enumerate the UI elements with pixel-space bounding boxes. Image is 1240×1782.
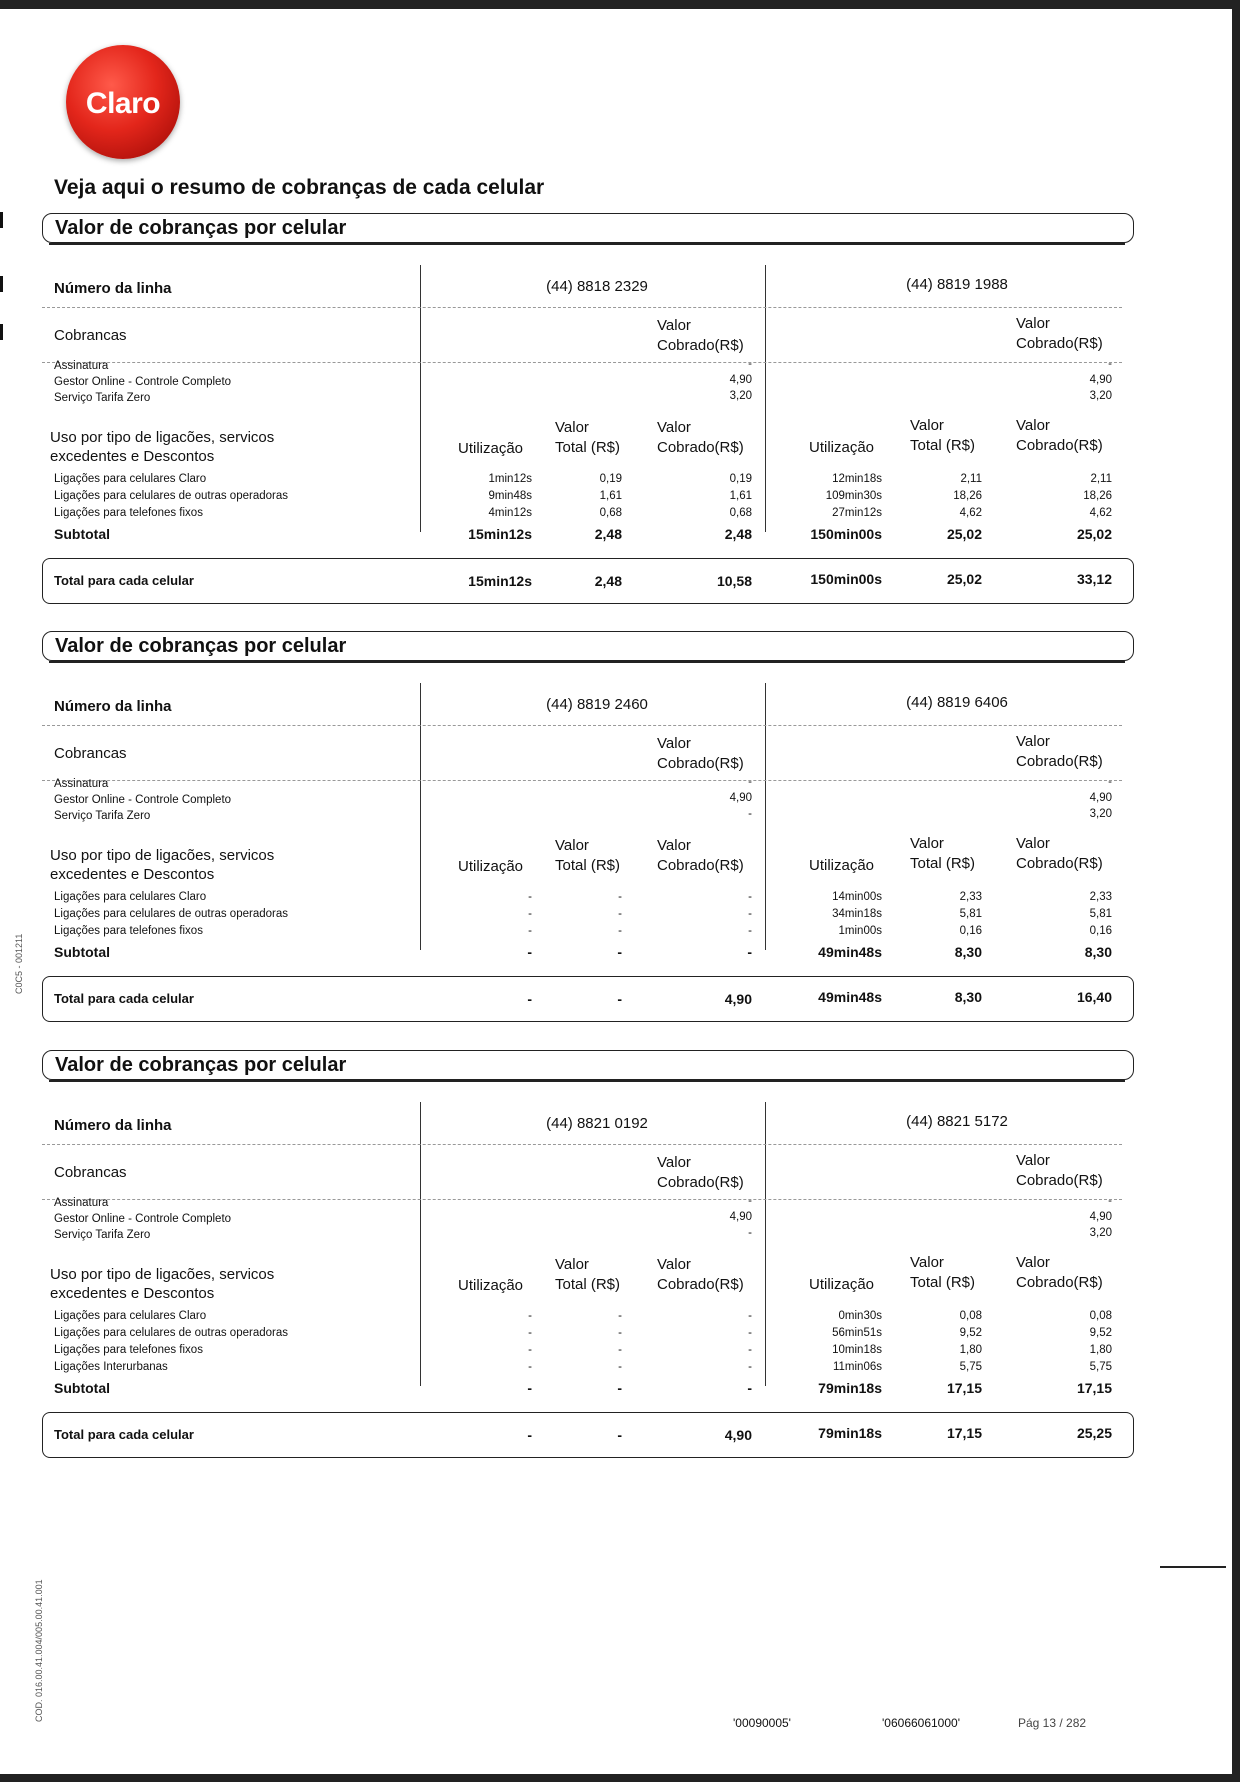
margin-tick xyxy=(0,324,3,340)
charge-value-left: - xyxy=(748,1195,752,1207)
usage-util-right: 12min18s xyxy=(832,473,882,485)
total-total-right: 25,02 xyxy=(946,571,982,587)
valor-header: Valor xyxy=(1016,1254,1050,1271)
usage-label: Ligações para telefones fixos xyxy=(54,507,203,519)
subtotal-total-left: - xyxy=(617,944,622,960)
total-total-right: 17,15 xyxy=(946,1425,982,1441)
cobrado-header: Cobrado(R$) xyxy=(1016,855,1103,872)
total-header: Total (R$) xyxy=(555,1276,621,1293)
charge-label: Gestor Online - Controle Completo xyxy=(54,1213,232,1225)
total-total-right: 8,30 xyxy=(954,989,982,1005)
valor-header: Valor xyxy=(657,735,691,752)
section-title: Valor de cobranças por celular xyxy=(55,1054,350,1077)
logo-text: Claro xyxy=(85,87,161,120)
cobrado-header: Cobrado(R$) xyxy=(1016,1274,1103,1291)
total-header: Total (R$) xyxy=(910,437,976,454)
usage-util-right: 109min30s xyxy=(825,490,882,502)
total-util-left: 15min12s xyxy=(468,573,532,589)
page-title: Veja aqui o resumo de cobranças de cada celular xyxy=(54,176,545,199)
total-util-right: 79min18s xyxy=(818,1425,882,1441)
usage-util-left: - xyxy=(528,1344,532,1356)
charge-label: Assinatura xyxy=(54,778,109,790)
charges-section xyxy=(42,213,1134,613)
valor-header: Valor xyxy=(1016,315,1050,332)
utilizacao-header: Utilização xyxy=(458,858,524,875)
usage-cob-left: - xyxy=(748,925,752,937)
row-divider xyxy=(42,1144,1122,1145)
line-number-left: (44) 8821 0192 xyxy=(546,1115,648,1132)
valor-header: Valor xyxy=(657,837,691,854)
uso-header-2: excedentes e Descontos xyxy=(50,866,215,883)
total-util-left: - xyxy=(527,991,532,1007)
usage-total-right: 1,80 xyxy=(959,1344,982,1356)
charge-label: Serviço Tarifa Zero xyxy=(54,392,151,404)
subtotal-util-left: - xyxy=(527,944,532,960)
subtotal-cob-right: 25,02 xyxy=(1076,526,1112,542)
usage-cob-left: - xyxy=(748,891,752,903)
valor-header: Valor xyxy=(555,1256,589,1273)
total-header: Total (R$) xyxy=(910,1274,976,1291)
total-cob-right: 16,40 xyxy=(1076,989,1112,1005)
usage-cob-left: 0,68 xyxy=(729,507,752,519)
usage-total-right: 5,81 xyxy=(959,908,982,920)
subtotal-cob-left: 2,48 xyxy=(724,526,752,542)
usage-util-right: 34min18s xyxy=(832,908,882,920)
total-cob-right: 33,12 xyxy=(1076,571,1112,587)
usage-total-right: 2,11 xyxy=(960,473,982,485)
usage-total-right: 9,52 xyxy=(959,1327,982,1339)
charge-value-right: 3,20 xyxy=(1089,390,1112,402)
total-cob-left: 4,90 xyxy=(724,991,752,1007)
usage-util-left: - xyxy=(528,925,532,937)
usage-util-right: 0min30s xyxy=(838,1310,882,1322)
line-number-right: (44) 8821 5172 xyxy=(906,1113,1008,1130)
column-divider xyxy=(420,683,421,950)
charge-value-left: - xyxy=(748,808,752,820)
usage-cob-left: 1,61 xyxy=(729,490,752,502)
cobrado-header: Cobrado(R$) xyxy=(1016,1172,1103,1189)
charge-value-right: - xyxy=(1108,358,1112,370)
valor-header: Valor xyxy=(555,419,589,436)
usage-total-left: - xyxy=(618,1361,622,1373)
usage-util-left: - xyxy=(528,1361,532,1373)
usage-total-left: 0,19 xyxy=(599,473,622,485)
charge-value-right: - xyxy=(1108,776,1112,788)
footer-code-2: '06066061000' xyxy=(882,1716,960,1730)
subtotal-util-right: 79min18s xyxy=(818,1380,882,1396)
valor-header: Valor xyxy=(657,317,691,334)
total-header: Total (R$) xyxy=(910,855,976,872)
charge-value-left: - xyxy=(748,1227,752,1239)
usage-cob-right: 0,16 xyxy=(1089,925,1112,937)
total-label: Total para cada celular xyxy=(54,991,194,1006)
charge-value-right: 3,20 xyxy=(1089,1227,1112,1239)
charge-value-left: 4,90 xyxy=(729,374,752,386)
usage-util-right: 11min06s xyxy=(832,1361,882,1373)
usage-total-left: 0,68 xyxy=(599,507,622,519)
subtotal-cob-left: - xyxy=(747,944,752,960)
margin-tick xyxy=(0,212,3,228)
charge-value-left: - xyxy=(748,358,752,370)
usage-cob-left: - xyxy=(748,1344,752,1356)
cobrado-header: Cobrado(R$) xyxy=(657,337,744,354)
cobrado-header: Cobrado(R$) xyxy=(1016,335,1103,352)
margin-tick xyxy=(0,276,3,292)
utilizacao-header: Utilização xyxy=(458,440,524,457)
cobrado-header: Cobrado(R$) xyxy=(657,439,744,456)
usage-util-right: 56min51s xyxy=(832,1327,882,1339)
utilizacao-header: Utilização xyxy=(809,857,875,874)
usage-total-left: - xyxy=(618,908,622,920)
uso-header-2: excedentes e Descontos xyxy=(50,1285,215,1302)
charge-value-right: 3,20 xyxy=(1089,808,1112,820)
charge-value-right: - xyxy=(1108,1195,1112,1207)
usage-total-right: 0,16 xyxy=(959,925,982,937)
valor-header: Valor xyxy=(657,1256,691,1273)
section-title-box xyxy=(42,1050,1134,1080)
total-total-left: - xyxy=(617,1427,622,1443)
section-title: Valor de cobranças por celular xyxy=(55,217,350,240)
usage-cob-right: 0,08 xyxy=(1089,1310,1112,1322)
charges-section xyxy=(42,631,1134,1031)
usage-util-left: 4min12s xyxy=(488,507,532,519)
charge-value-left: 4,90 xyxy=(729,1211,752,1223)
total-util-left: - xyxy=(527,1427,532,1443)
charge-label: Assinatura xyxy=(54,1197,109,1209)
section-title-box xyxy=(42,631,1134,661)
usage-cob-right: 5,75 xyxy=(1089,1361,1112,1373)
total-header: Total (R$) xyxy=(555,857,621,874)
line-number-right: (44) 8819 1988 xyxy=(906,276,1008,293)
valor-header: Valor xyxy=(1016,1152,1050,1169)
total-util-right: 150min00s xyxy=(810,571,882,587)
usage-util-right: 10min18s xyxy=(832,1344,882,1356)
valor-header: Valor xyxy=(1016,835,1050,852)
charge-value-right: 4,90 xyxy=(1089,1211,1112,1223)
total-cob-left: 10,58 xyxy=(716,573,752,589)
usage-total-right: 4,62 xyxy=(959,507,982,519)
usage-cob-left: 0,19 xyxy=(729,473,752,485)
column-divider xyxy=(765,683,766,950)
total-header: Total (R$) xyxy=(555,439,621,456)
subtotal-util-left: - xyxy=(527,1380,532,1396)
usage-total-right: 0,08 xyxy=(959,1310,982,1322)
usage-total-right: 2,33 xyxy=(959,891,982,903)
usage-total-left: - xyxy=(618,925,622,937)
total-cob-right: 25,25 xyxy=(1076,1425,1112,1441)
charge-value-left: - xyxy=(748,776,752,788)
charge-value-left: 3,20 xyxy=(729,390,752,402)
usage-cob-right: 9,52 xyxy=(1089,1327,1112,1339)
scan-right-border xyxy=(1232,0,1240,1782)
section-title: Valor de cobranças por celular xyxy=(55,635,350,658)
utilizacao-header: Utilização xyxy=(458,1277,524,1294)
cobrado-header: Cobrado(R$) xyxy=(657,755,744,772)
cobrado-header: Cobrado(R$) xyxy=(657,857,744,874)
uso-header-1: Uso por tipo de ligacões, servicos xyxy=(50,429,275,446)
usage-util-left: - xyxy=(528,1327,532,1339)
usage-label: Ligações para celulares de outras operadoras xyxy=(54,1327,288,1339)
charge-label: Assinatura xyxy=(54,360,109,372)
valor-header: Valor xyxy=(910,835,944,852)
usage-util-left: - xyxy=(528,1310,532,1322)
usage-cob-left: - xyxy=(748,1327,752,1339)
valor-header: Valor xyxy=(1016,417,1050,434)
utilizacao-header: Utilização xyxy=(809,439,875,456)
usage-util-left: - xyxy=(528,908,532,920)
usage-label: Ligações para celulares Claro xyxy=(54,473,207,485)
page-number: Pág 13 / 282 xyxy=(1018,1716,1087,1730)
subtotal-total-right: 17,15 xyxy=(946,1380,982,1396)
row-divider xyxy=(42,307,1122,308)
line-number-left: (44) 8819 2460 xyxy=(546,696,648,713)
usage-util-left: 1min12s xyxy=(488,473,532,485)
usage-label: Ligações para celulares de outras operadoras xyxy=(54,490,288,502)
total-util-right: 49min48s xyxy=(818,989,882,1005)
valor-header: Valor xyxy=(657,419,691,436)
numero-linha-label: Número da linha xyxy=(54,280,172,297)
total-label: Total para cada celular xyxy=(54,1427,194,1442)
margin-mark xyxy=(1160,1566,1226,1568)
row-divider xyxy=(42,780,1122,781)
cobrancas-label: Cobrancas xyxy=(54,327,127,344)
usage-cob-right: 4,62 xyxy=(1089,507,1112,519)
side-mark: C0C5 - 001211 xyxy=(14,933,24,994)
subtotal-total-right: 8,30 xyxy=(954,944,982,960)
usage-cob-left: - xyxy=(748,1361,752,1373)
usage-total-left: - xyxy=(618,1310,622,1322)
usage-label: Ligações para telefones fixos xyxy=(54,1344,203,1356)
valor-header: Valor xyxy=(910,1254,944,1271)
section-title-box xyxy=(42,213,1134,243)
valor-header: Valor xyxy=(1016,733,1050,750)
cobrado-header: Cobrado(R$) xyxy=(1016,437,1103,454)
subtotal-total-right: 25,02 xyxy=(946,526,982,542)
scan-bottom-border xyxy=(0,1774,1240,1782)
side-code: COD. 016.00.41.004/005.00.41.001 xyxy=(34,1579,44,1722)
uso-header-1: Uso por tipo de ligacões, servicos xyxy=(50,1266,275,1283)
cobrancas-label: Cobrancas xyxy=(54,1164,127,1181)
usage-cob-right: 1,80 xyxy=(1089,1344,1112,1356)
usage-cob-right: 5,81 xyxy=(1089,908,1112,920)
total-total-left: - xyxy=(617,991,622,1007)
valor-header: Valor xyxy=(657,1154,691,1171)
usage-util-right: 14min00s xyxy=(832,891,882,903)
subtotal-label: Subtotal xyxy=(54,944,110,960)
footer-code-1: '00090005' xyxy=(733,1716,791,1730)
subtotal-cob-right: 17,15 xyxy=(1076,1380,1112,1396)
subtotal-label: Subtotal xyxy=(54,526,110,542)
row-divider xyxy=(42,725,1122,726)
usage-label: Ligações para celulares Claro xyxy=(54,1310,207,1322)
subtotal-cob-left: - xyxy=(747,1380,752,1396)
cobrancas-label: Cobrancas xyxy=(54,745,127,762)
subtotal-total-left: - xyxy=(617,1380,622,1396)
subtotal-label: Subtotal xyxy=(54,1380,110,1396)
cobrado-header: Cobrado(R$) xyxy=(657,1174,744,1191)
charge-label: Serviço Tarifa Zero xyxy=(54,1229,151,1241)
row-divider xyxy=(42,1199,1122,1200)
total-total-left: 2,48 xyxy=(594,573,622,589)
subtotal-util-right: 49min48s xyxy=(818,944,882,960)
usage-label: Ligações para celulares Claro xyxy=(54,891,207,903)
usage-cob-left: - xyxy=(748,908,752,920)
line-number-right: (44) 8819 6406 xyxy=(906,694,1008,711)
usage-util-right: 27min12s xyxy=(832,507,882,519)
utilizacao-header: Utilização xyxy=(809,1276,875,1293)
usage-util-right: 1min00s xyxy=(838,925,882,937)
claro-logo xyxy=(66,45,180,159)
subtotal-cob-right: 8,30 xyxy=(1084,944,1112,960)
usage-util-left: 9min48s xyxy=(488,490,532,502)
numero-linha-label: Número da linha xyxy=(54,698,172,715)
usage-util-left: - xyxy=(528,891,532,903)
row-divider xyxy=(42,362,1122,363)
charge-value-right: 4,90 xyxy=(1089,374,1112,386)
usage-label: Ligações Interurbanas xyxy=(54,1361,168,1373)
usage-label: Ligações para telefones fixos xyxy=(54,925,203,937)
total-cob-left: 4,90 xyxy=(724,1427,752,1443)
uso-header-2: excedentes e Descontos xyxy=(50,448,215,465)
line-number-left: (44) 8818 2329 xyxy=(546,278,648,295)
usage-total-right: 18,26 xyxy=(953,490,982,502)
usage-total-left: - xyxy=(618,891,622,903)
subtotal-util-right: 150min00s xyxy=(810,526,882,542)
uso-header-1: Uso por tipo de ligacões, servicos xyxy=(50,847,275,864)
charge-label: Gestor Online - Controle Completo xyxy=(54,794,232,806)
column-divider xyxy=(420,265,421,532)
charge-value-left: 4,90 xyxy=(729,792,752,804)
cobrado-header: Cobrado(R$) xyxy=(1016,753,1103,770)
total-label: Total para cada celular xyxy=(54,573,194,588)
charge-label: Gestor Online - Controle Completo xyxy=(54,376,232,388)
charges-section xyxy=(42,1050,1134,1450)
valor-header: Valor xyxy=(555,837,589,854)
usage-total-left: - xyxy=(618,1344,622,1356)
usage-total-right: 5,75 xyxy=(959,1361,982,1373)
subtotal-total-left: 2,48 xyxy=(594,526,622,542)
valor-header: Valor xyxy=(910,417,944,434)
subtotal-util-left: 15min12s xyxy=(468,526,532,542)
usage-total-left: - xyxy=(618,1327,622,1339)
usage-cob-right: 18,26 xyxy=(1083,490,1112,502)
numero-linha-label: Número da linha xyxy=(54,1117,172,1134)
usage-cob-left: - xyxy=(748,1310,752,1322)
usage-cob-right: 2,11 xyxy=(1090,473,1112,485)
usage-label: Ligações para celulares de outras operadoras xyxy=(54,908,288,920)
usage-total-left: 1,61 xyxy=(599,490,622,502)
scan-top-border xyxy=(0,0,1240,9)
cobrado-header: Cobrado(R$) xyxy=(657,1276,744,1293)
column-divider xyxy=(765,265,766,532)
usage-cob-right: 2,33 xyxy=(1089,891,1112,903)
charge-value-right: 4,90 xyxy=(1089,792,1112,804)
charge-label: Serviço Tarifa Zero xyxy=(54,810,151,822)
